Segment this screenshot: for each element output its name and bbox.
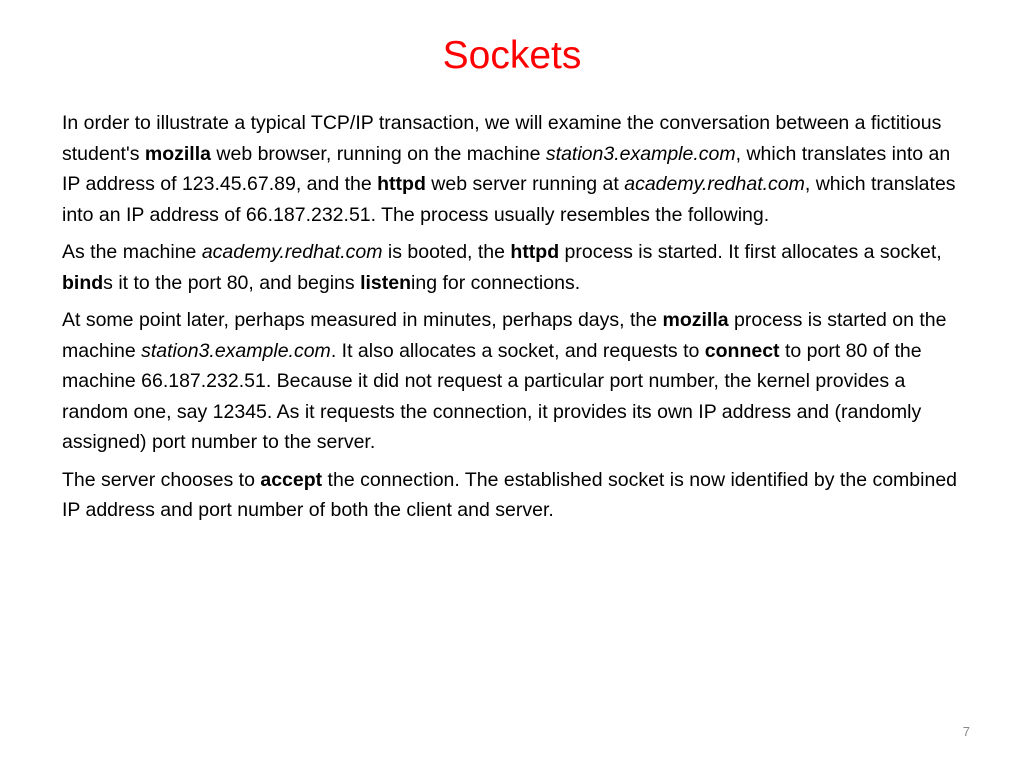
text-run: to port 80 of the machine 66.187.232.51. Because it did not request a particular port number, the kernel provides a random one, say 12345. As it requests the connection, it provides its own IP address and (randomly assigned) port number to the server. (62, 339, 922, 453)
text-run: web browser, running on the machine (210, 142, 546, 165)
slide-body (62, 108, 962, 533)
text-run: web server running at (425, 173, 625, 195)
text-run: s it to the port 80, and begins (103, 271, 361, 294)
text-run: At some point later, perhaps measured in minutes, perhaps days, the (62, 309, 663, 331)
bold-term-accept: accept (260, 468, 323, 491)
text-run: process is started on the machine (62, 309, 947, 362)
bold-term-httpd: httpd (510, 241, 560, 263)
text-run: In order to illustrate a typical TCP/IP transaction, we will examine the conversation between a fictitious student's (62, 112, 942, 165)
italic-host-station3: station3.example.com (545, 142, 736, 165)
bold-term-bind: bind (62, 271, 104, 294)
paragraph-3 (62, 305, 962, 458)
text-run: , which translates into an IP address of 123.45.67.89, and the (62, 142, 951, 195)
page-number: 7 (962, 724, 970, 739)
bold-term-connect: connect (704, 339, 780, 362)
text-run: is booted, the (382, 241, 511, 263)
text-run: As the machine (62, 241, 202, 263)
bold-term-mozilla: mozilla (144, 142, 211, 165)
slide-title: Sockets (442, 34, 582, 77)
bold-term-httpd: httpd (377, 173, 426, 195)
italic-host-academy: academy.redhat.com (624, 173, 805, 195)
text-run: ing for connections. (411, 271, 581, 294)
italic-host-station3: station3.example.com (141, 339, 331, 362)
bold-term-mozilla: mozilla (662, 309, 729, 331)
text-run: process is started. It first allocates a socket, (559, 241, 942, 263)
text-run: The server chooses to (62, 468, 261, 491)
text-run: . It also allocates a socket, and requests to (330, 339, 705, 362)
text-run: the connection. The established socket is now identified by the combined IP address and port number of both the client and server. (62, 468, 958, 521)
paragraph-1 (62, 108, 962, 230)
paragraph-2 (62, 237, 962, 298)
text-run: , which translates into an IP address of 66.187.232.51. The process usually resembles the following. (62, 173, 956, 226)
paragraph-4 (62, 465, 962, 526)
italic-host-academy: academy.redhat.com (201, 241, 383, 263)
bold-term-listen: listen (360, 271, 412, 294)
